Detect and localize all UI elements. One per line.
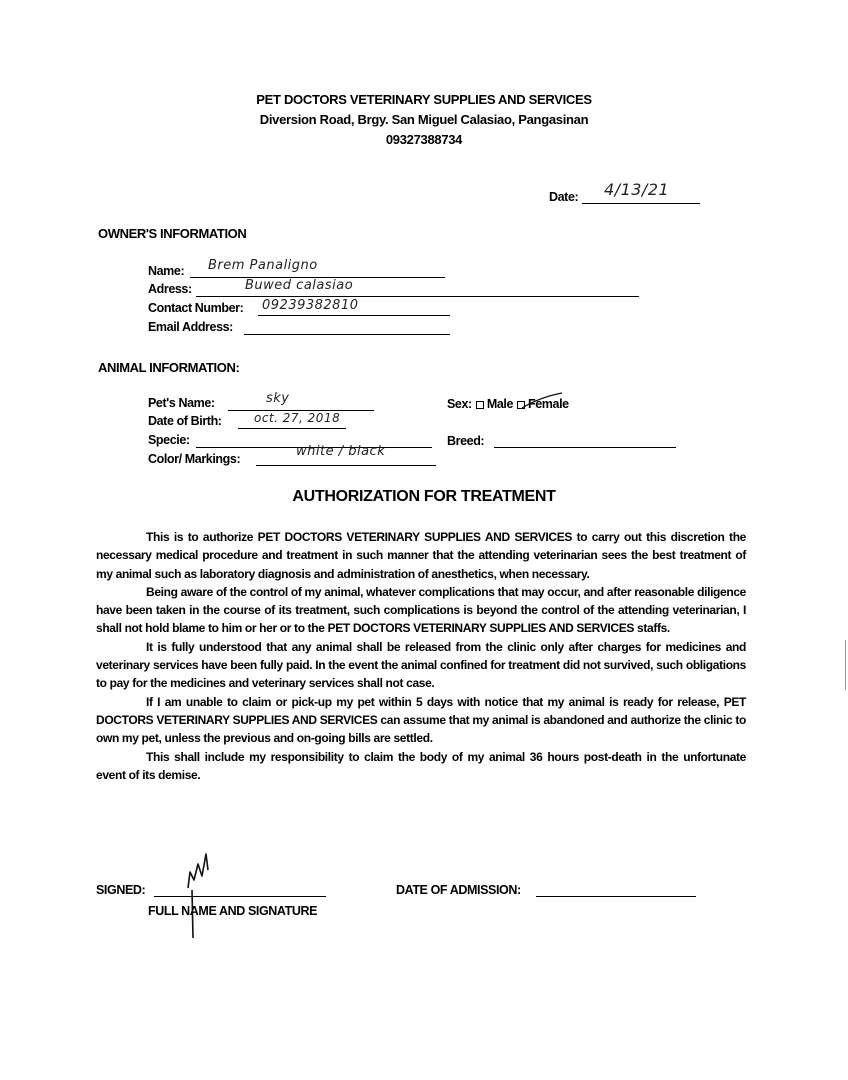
authorization-title: AUTHORIZATION FOR TREATMENT — [292, 488, 556, 505]
dob-line — [238, 428, 346, 429]
color-value[interactable]: white / black — [296, 444, 386, 459]
specie-label: Specie: — [148, 433, 190, 447]
authorization-paragraph: Being aware of the control of my animal, whatever complications that may occur, and after reasonable diligence have been taken in the course of its treatment, such complications is beyond the control of the attending veterinarian, I shall not hold blame to him or her or to the PET DOCTORS VETERINARY SUPPLIES AND SERVICES staffs. — [96, 584, 746, 636]
owner-section-title: OWNER'S INFORMATION — [98, 226, 247, 241]
date-label: Date: — [549, 190, 579, 204]
owner-name-label: Name: — [148, 264, 185, 278]
owner-email-label: Email Address: — [148, 320, 233, 334]
authorization-paragraph: This is to authorize PET DOCTORS VETERINARY SUPPLIES AND SERVICES to carry out this discretion the necessary medical procedure and treatment in such manner that the attending veterinarian sees the best treatment of my animal such as laboratory diagnosis and administration of anesthetics, when necessary. — [96, 530, 746, 581]
owner-contact-label: Contact Number: — [148, 301, 244, 315]
dob-label: Date of Birth: — [148, 414, 222, 428]
authorization-paragraph: This shall include my responsibility to claim the body of my animal 36 hours post-death in the unfortunate event of its demise. — [96, 749, 746, 782]
sex-male-checkbox[interactable] — [476, 401, 484, 409]
dob-value[interactable]: oct. 27, 2018 — [254, 411, 341, 425]
owner-email-line — [244, 334, 450, 335]
color-label: Color/ Markings: — [148, 452, 241, 466]
authorization-paragraph: If I am unable to claim or pick-up my pet within 5 days with notice that my animal is ready for release, PET DOCTORS VETERINARY SUPPLIES AND SERVICES can assume that my animal is abandoned and authorize the clinic to own my pet, unless the previous and on-going bills are settled. — [96, 694, 746, 746]
owner-address-label: Adress: — [148, 282, 192, 296]
signature-caption: FULL NAME AND SIGNATURE — [148, 904, 318, 918]
scan-edge-mark — [845, 640, 846, 690]
authorization-body — [96, 528, 746, 784]
admission-label: DATE OF ADMISSION: — [396, 883, 521, 897]
authorization-paragraph: It is fully understood that any animal shall be released from the clinic only after charges for medicines and veterinary services have been fully paid. In the event the animal confined for treatment did not survived, such obligations to pay for the medicines and veterinary services shall not case. — [96, 639, 746, 691]
owner-name-value[interactable]: Brem Panaligno — [208, 258, 318, 273]
date-value[interactable]: 4/13/21 — [604, 180, 670, 199]
sex-female-label: Female — [528, 397, 569, 411]
handwritten-signature[interactable] — [180, 850, 220, 942]
owner-address-value[interactable]: Buwed calasiao — [245, 278, 354, 293]
color-line — [256, 465, 436, 466]
date-line — [582, 203, 700, 204]
owner-contact-line — [258, 315, 450, 316]
admission-line — [536, 896, 696, 897]
company-phone: 09327388734 — [385, 132, 463, 147]
company-name: PET DOCTORS VETERINARY SUPPLIES AND SERVICES — [256, 92, 592, 107]
signed-label: SIGNED: — [96, 883, 146, 897]
animal-section-title: ANIMAL INFORMATION: — [98, 360, 240, 375]
pet-name-label: Pet's Name: — [148, 396, 215, 410]
breed-label: Breed: — [447, 434, 485, 448]
female-check-mark — [520, 392, 564, 412]
company-address: Diversion Road, Brgy. San Miguel Calasiao, Pangasinan — [259, 112, 589, 127]
pet-name-value[interactable]: sky — [266, 391, 290, 406]
sex-label: Sex: — [447, 397, 472, 411]
breed-line — [494, 447, 676, 448]
owner-contact-value[interactable]: 09239382810 — [262, 298, 359, 313]
owner-address-line — [196, 296, 639, 297]
sex-male-label: Male — [486, 397, 514, 411]
